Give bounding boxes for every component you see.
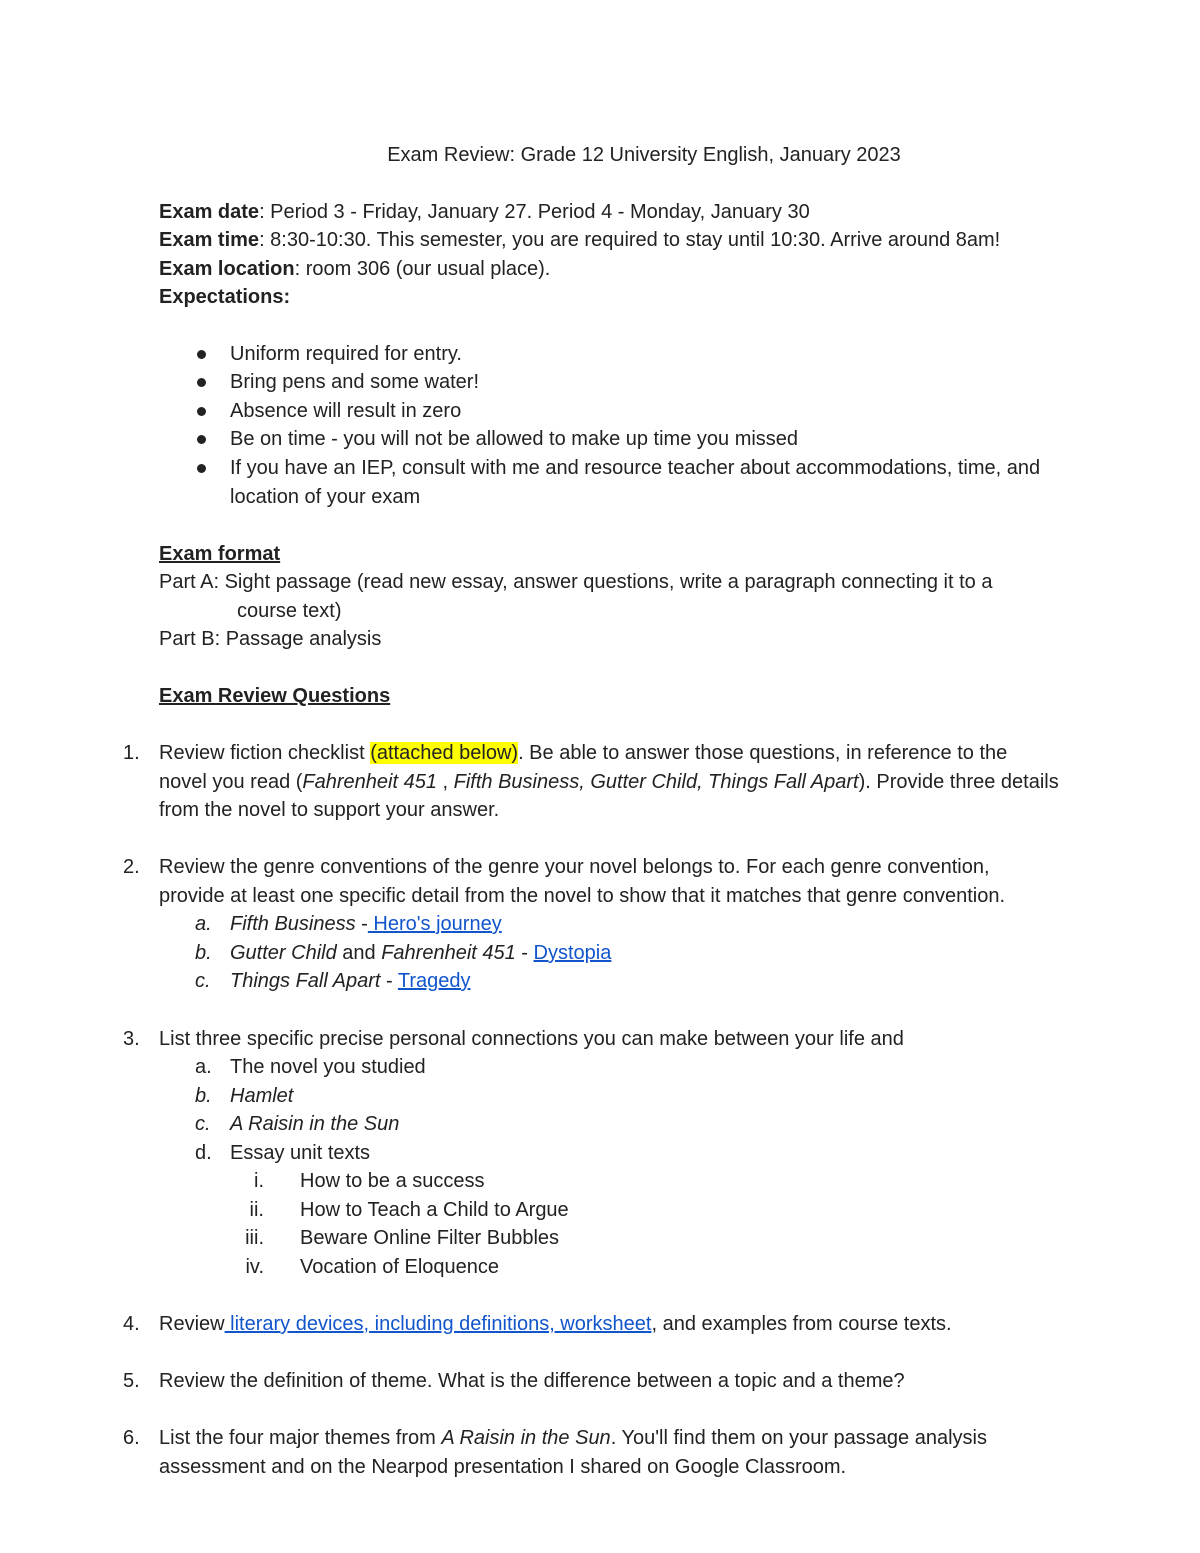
- document-title: Exam Review: Grade 12 University English, January 2023: [387, 144, 901, 166]
- question-text: ). Provide three details: [858, 771, 1059, 793]
- question-text: novel you read (: [159, 771, 303, 793]
- book-title: Fahrenheit 451: [381, 942, 516, 964]
- expectation-item: If you have an IEP, consult with me and resource teacher about accommodations, time, and: [230, 457, 1041, 479]
- question-text: ,: [436, 771, 454, 793]
- sub-marker: c.: [195, 1113, 211, 1135]
- question-4-line: [159, 1310, 952, 1339]
- bullet-icon: [197, 350, 206, 359]
- separator: -: [515, 942, 534, 964]
- question-1-line-3: from the novel to support your answer.: [159, 799, 500, 821]
- heros-journey-link[interactable]: Hero's journey: [367, 913, 502, 935]
- expectation-item: Uniform required for entry.: [230, 343, 462, 365]
- question-2-line-2: provide at least one specific detail from the novel to show that it matches that genre convention.: [159, 885, 1006, 907]
- question-text: . Be able to answer those questions, in reference to the: [518, 742, 1008, 764]
- separator: -: [380, 970, 398, 992]
- book-titles: Fifth Business, Gutter Child, Things Fall Apart: [453, 771, 859, 793]
- connection-item: The novel you studied: [230, 1056, 426, 1078]
- question-6-line: [159, 1424, 987, 1453]
- roman-marker: ii.: [249, 1199, 264, 1221]
- exam-location-value: : room 306 (our usual place).: [294, 258, 551, 280]
- expectation-item: Absence will result in zero: [230, 400, 462, 422]
- part-b-text: Part B: Passage analysis: [159, 628, 382, 650]
- essay-text-item: Vocation of Eloquence: [300, 1256, 500, 1278]
- connection-item: Essay unit texts: [230, 1142, 371, 1164]
- bullet-icon: [197, 435, 206, 444]
- sub-marker: a.: [195, 1056, 212, 1078]
- question-text: , and examples from course texts.: [651, 1313, 952, 1335]
- tragedy-link[interactable]: Tragedy: [397, 970, 471, 992]
- list-number: 1.: [123, 742, 140, 764]
- separator: -: [355, 913, 368, 935]
- genre-item-gutter-child: [230, 939, 611, 968]
- exam-time-value: : 8:30-10:30. This semester, you are required to stay until 10:30. Arrive around 8am!: [259, 229, 1001, 251]
- sub-marker: c.: [195, 970, 211, 992]
- sub-marker: b.: [195, 942, 212, 964]
- attached-below-highlight: (attached below): [370, 742, 519, 764]
- book-title: Fahrenheit 451: [302, 771, 437, 793]
- sub-marker: b.: [195, 1085, 212, 1107]
- list-number: 5.: [123, 1370, 140, 1392]
- question-text: . You'll find them on your passage analysis: [610, 1427, 987, 1449]
- sub-marker: d.: [195, 1142, 212, 1164]
- book-title: A Raisin in the Sun: [441, 1427, 611, 1449]
- sub-marker: a.: [195, 913, 212, 935]
- literary-devices-link[interactable]: literary devices, including definitions, worksheet: [224, 1313, 652, 1335]
- book-title: Things Fall Apart: [230, 970, 381, 992]
- list-number: 3.: [123, 1028, 140, 1050]
- question-text: Review fiction checklist: [159, 742, 371, 764]
- expectation-item-continuation: location of your exam: [230, 486, 421, 508]
- question-5-line: Review the definition of theme. What is the difference between a topic and a theme?: [159, 1370, 905, 1392]
- connection-item: Hamlet: [230, 1085, 294, 1107]
- expectation-item: Be on time - you will not be allowed to make up time you missed: [230, 428, 799, 450]
- conjunction: and: [336, 942, 382, 964]
- part-a-text: Part A: Sight passage (read new essay, answer questions, write a paragraph connecting it to a: [159, 571, 993, 593]
- essay-text-item: How to be a success: [300, 1170, 485, 1192]
- question-6-line-2: assessment and on the Nearpod presentation I shared on Google Classroom.: [159, 1456, 847, 1478]
- connection-item: A Raisin in the Sun: [230, 1113, 400, 1135]
- question-text: Review: [159, 1313, 225, 1335]
- exam-location-label: Exam location: [159, 258, 295, 280]
- bullet-icon: [197, 378, 206, 387]
- dystopia-link[interactable]: Dystopia: [533, 942, 612, 964]
- exam-location-line: [159, 255, 550, 284]
- exam-time-line: [159, 226, 1000, 255]
- book-title: Fifth Business: [230, 913, 356, 935]
- list-number: 4.: [123, 1313, 140, 1335]
- exam-date-line: [159, 198, 810, 227]
- exam-format-heading: Exam format: [159, 543, 281, 565]
- bullet-icon: [197, 407, 206, 416]
- expectation-item: Bring pens and some water!: [230, 371, 480, 393]
- review-questions-heading: Exam Review Questions: [159, 685, 391, 707]
- exam-date-label: Exam date: [159, 201, 260, 223]
- question-2-line: Review the genre conventions of the genre your novel belongs to. For each genre convention,: [159, 856, 990, 878]
- roman-marker: iv.: [245, 1256, 264, 1278]
- expectations-label: Expectations:: [159, 286, 291, 308]
- genre-item-things-fall-apart: [230, 967, 471, 996]
- roman-marker: iii.: [245, 1227, 264, 1249]
- list-number: 6.: [123, 1427, 140, 1449]
- essay-text-item: How to Teach a Child to Argue: [300, 1199, 569, 1221]
- list-number: 2.: [123, 856, 140, 878]
- book-title: Gutter Child: [230, 942, 337, 964]
- question-1-line-2: [159, 768, 1059, 797]
- question-1-line: [159, 739, 1007, 768]
- part-a-continuation: course text): [237, 600, 342, 622]
- question-text: List the four major themes from: [159, 1427, 442, 1449]
- genre-item-fifth-business: [230, 910, 502, 939]
- exam-time-label: Exam time: [159, 229, 260, 251]
- essay-text-item: Beware Online Filter Bubbles: [300, 1227, 560, 1249]
- question-3-line: List three specific precise personal connections you can make between your life and: [159, 1028, 904, 1050]
- exam-date-value: : Period 3 - Friday, January 27. Period 4 - Monday, January 30: [259, 201, 810, 223]
- bullet-icon: [197, 464, 206, 473]
- roman-marker: i.: [254, 1170, 264, 1192]
